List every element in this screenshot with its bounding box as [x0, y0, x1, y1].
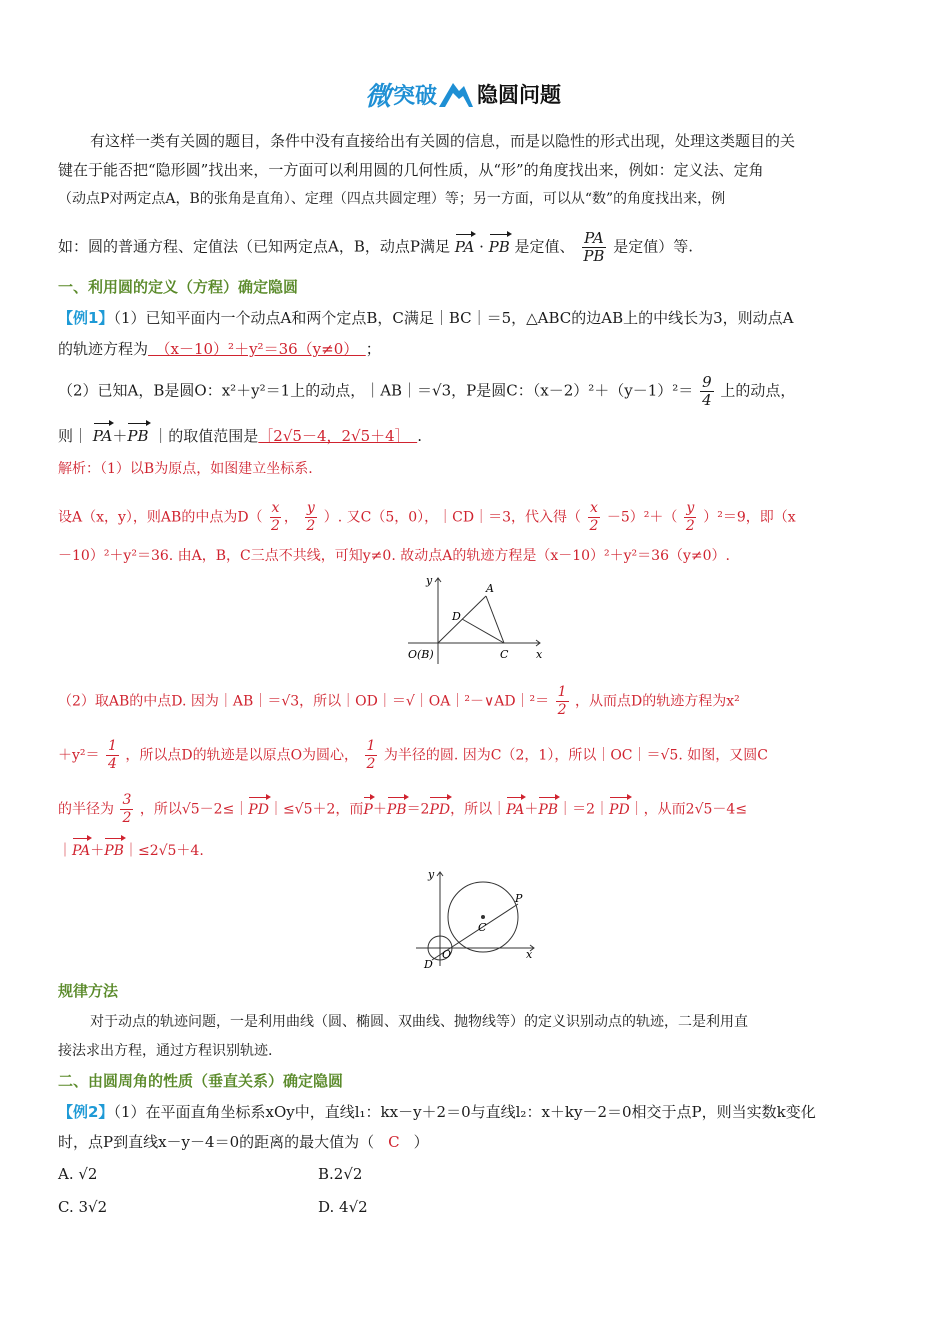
frac-y-2b: $\frac{y}{2}$ — [685, 500, 695, 534]
figure-1 — [404, 572, 546, 668]
vec-pb: PB — [488, 237, 510, 256]
frac-pa-pb: $\frac{PA}{PB}$ — [583, 229, 605, 265]
ex1-answer-1: （x－10）²＋y²＝36（y≠0） — [148, 340, 366, 358]
intro-l4a: 如：圆的普通方程、定值法（已知两定点A，B，动点P满足 — [58, 237, 450, 256]
sol-s4a: （2）取AB的中点D. 因为｜AB｜＝√3，所以｜OD｜＝√｜OA｜²－∨AD｜²＝ — [58, 693, 550, 710]
ex2-option-a: A. √2 — [58, 1165, 98, 1183]
plus-2: ＋ — [372, 801, 387, 818]
fig1-label-c: C — [500, 648, 509, 661]
title-main: 隐圆问题 — [477, 83, 562, 107]
vec-pa: PA — [454, 237, 475, 256]
ex1-q3a: 则｜ — [58, 427, 89, 445]
vec-pb-5: PB — [104, 840, 124, 862]
sol-s6a: 的半径为 — [58, 801, 114, 818]
fig1-label-a: A — [486, 582, 494, 595]
title-wei: 微 — [365, 81, 392, 112]
fig2-label-x: x — [526, 948, 533, 961]
ex1-q2b: 上的动点， — [720, 381, 796, 400]
vec-pd: PD — [248, 799, 269, 821]
intro-l4b: 是定值、 — [514, 237, 575, 256]
ex1-q2a: （2）已知A，B是圆O：x²＋y²＝1上的动点，｜AB｜＝√3，P是圆C：（x－2）²＋（y－1）²＝ — [58, 381, 694, 400]
figure-2 — [412, 866, 540, 972]
ex1-line-2 — [58, 338, 381, 360]
method-title: 规律方法 — [58, 982, 119, 1000]
sol-s6e: ｜＝2｜ — [558, 801, 610, 818]
solution-line-5 — [58, 738, 768, 773]
ex1-q3end: . — [417, 427, 422, 445]
vec-pb-2: PB — [127, 427, 149, 445]
fig1-label-x: x — [536, 648, 543, 661]
ex1-q1b: 的轨迹方程为 — [58, 340, 149, 358]
sol-s2d: ）²＝9，即（x — [703, 509, 796, 526]
plus-4: ＋ — [90, 843, 105, 859]
sol-s4b: ，从而点D的轨迹方程为x² — [575, 693, 740, 710]
fig1-label-y: y — [426, 574, 433, 587]
intro-l4c: 是定值）等. — [613, 237, 694, 256]
title-tupo: 突破 — [393, 83, 438, 109]
frac-y-2: $\frac{y}{2}$ — [306, 500, 316, 534]
eq2: ＝2 — [406, 801, 430, 818]
ex2-option-b: B.2√2 — [318, 1165, 363, 1183]
frac-1-2b: $\frac{1}{2}$ — [366, 738, 376, 772]
page-title — [365, 72, 561, 116]
frac-x-2b: $\frac{x}{2}$ — [589, 500, 599, 534]
ex2-line-1 — [58, 1101, 816, 1123]
solution-line-3: －10）²＋y²＝36. 由A，B，C三点不共线，可知y≠0. 故动点A的轨迹方程是（x－10）²＋y²＝36（y≠0）. — [58, 548, 730, 564]
sol-s2c: －5）²＋（ — [606, 509, 678, 526]
frac-9-4: $\frac{9}{4}$ — [702, 373, 712, 409]
method-line-1: 对于动点的轨迹问题，一是利用曲线（圆、椭圆、双曲线、抛物线等）的定义识别动点的轨迹，二是利用直 — [90, 1014, 748, 1030]
vec-pb-3: PB — [387, 799, 407, 821]
ex2-badge: 【例2】 — [58, 1103, 114, 1121]
plus: ＋ — [112, 427, 128, 445]
sol-s7a: ｜ — [58, 843, 72, 859]
sol-s6d: ，所以｜ — [450, 801, 507, 818]
ex2-answer: C — [388, 1133, 400, 1151]
sol-s2a: 设A（x，y），则AB的中点为D（ — [58, 509, 263, 526]
fig2-label-p: P — [515, 892, 523, 905]
ex1-q3b: ｜的取值范围是 — [153, 427, 259, 445]
ex2-option-d: D. 4√2 — [318, 1198, 368, 1216]
solution-line-7 — [58, 840, 204, 862]
vec-pb-4: PB — [538, 799, 558, 821]
mountain-icon — [437, 77, 475, 111]
frac-3-2: $\frac{3}{2}$ — [122, 792, 132, 826]
fig2-label-y: y — [428, 868, 435, 881]
intro-line-1: 有这样一类有关圆的题目，条件中没有直接给出有关圆的信息，而是以隐性的形式出现，处理这类题目的关 — [90, 132, 796, 150]
ex2-line-2 — [58, 1131, 429, 1153]
section-1-title: 一、利用圆的定义（方程）确定隐圆 — [58, 278, 299, 296]
ex1-line-3 — [58, 374, 795, 409]
fig2-label-o: O — [442, 948, 452, 961]
ex1-line-1 — [58, 307, 794, 329]
ex1-line-4 — [58, 425, 422, 447]
ex1-answer-2: ［2√5－4，2√5＋4］ — [258, 427, 418, 445]
vec-pa-2: PA — [92, 427, 113, 445]
fig1-label-d: D — [452, 610, 461, 623]
frac-x-2: $\frac{x}{2}$ — [271, 500, 280, 534]
section-2-title: 二、由圆周角的性质（垂直关系）确定隐圆 — [58, 1072, 344, 1090]
sol-s6c: ｜≤√5＋2，而 — [268, 801, 364, 818]
vec-p: P — [363, 799, 372, 821]
vec-pa-4: PA — [72, 840, 90, 862]
plus-3: ＋ — [524, 801, 539, 818]
ex2-q2a: 时，点P到直线x－y－4＝0的距离的最大值为（ — [58, 1133, 375, 1151]
solution-line-1: 解析：（1）以B为原点，如图建立坐标系. — [58, 461, 313, 477]
ex2-q2b: ） — [413, 1133, 429, 1151]
intro-line-4 — [58, 230, 693, 265]
sol-s5c: 为半径的圆. 因为C（2，1），所以｜OC｜＝√5. 如图，又圆C — [383, 747, 768, 764]
ex2-option-c: C. 3√2 — [58, 1198, 108, 1216]
sol-s5b: ，所以点D的轨迹是以原点O为圆心， — [125, 747, 359, 764]
sol-s7b: ｜≤2√5＋4. — [123, 843, 204, 859]
solution-line-2: 设A（x，y），则AB的中点为D（ $\frac{x}{2}$ ， $\frac{y}{2}$ ）. 又C（5，0），｜CD｜＝3，代入得（ $\frac{x}{2}$ －5）²＋（ $\frac{y}{2}$ ）²＝9，即（x — [58, 500, 796, 534]
method-line-2: 接法求出方程，通过方程识别轨迹. — [58, 1043, 273, 1059]
dot: · — [479, 237, 484, 256]
sol-s6f: ｜，从而2√5－4≤ — [629, 801, 748, 818]
fig2-label-d: D — [424, 958, 433, 971]
intro-line-3: （动点P对两定点A，B的张角是直角）、定理（四点共圆定理）等；另一方面，可以从“数”的角度找出来，例 — [58, 191, 726, 207]
frac-1-2: $\frac{1}{2}$ — [557, 684, 567, 718]
sol-s5a: ＋y²＝ — [58, 747, 100, 764]
sol-s6b: ，所以√5－2≤｜ — [139, 801, 249, 818]
ex2-q1: （1）在平面直角坐标系xOy中，直线l₁：kx－y＋2＝0与直线l₂：x＋ky－2＝0相交于点P，则当实数k变化 — [113, 1103, 816, 1121]
fig2-label-c: C — [478, 921, 487, 934]
solution-line-6 — [58, 792, 747, 827]
intro-line-2: 键在于能否把“隐形圆”找出来，一方面可以利用圆的几何性质，从“形”的角度找出来，例如：定义法、定角 — [58, 161, 764, 179]
ex1-q1end: ； — [365, 340, 381, 358]
sol-s2b: ）. 又C（5，0），｜CD｜＝3，代入得（ — [323, 509, 582, 526]
solution-line-4 — [58, 684, 740, 719]
ex1-q1a: （1）已知平面内一个动点A和两个定点B，C满足｜BC｜＝5，△ABC的边AB上的中线长为3，则动点A — [113, 309, 794, 327]
ex1-badge: 【例1】 — [58, 309, 114, 327]
vec-pa-3: PA — [506, 799, 524, 821]
vec-pd-3: PD — [609, 799, 630, 821]
frac-1-4: $\frac{1}{4}$ — [107, 738, 117, 772]
fig1-label-ob: O(B) — [408, 648, 434, 661]
vec-pd-2: PD — [429, 799, 450, 821]
